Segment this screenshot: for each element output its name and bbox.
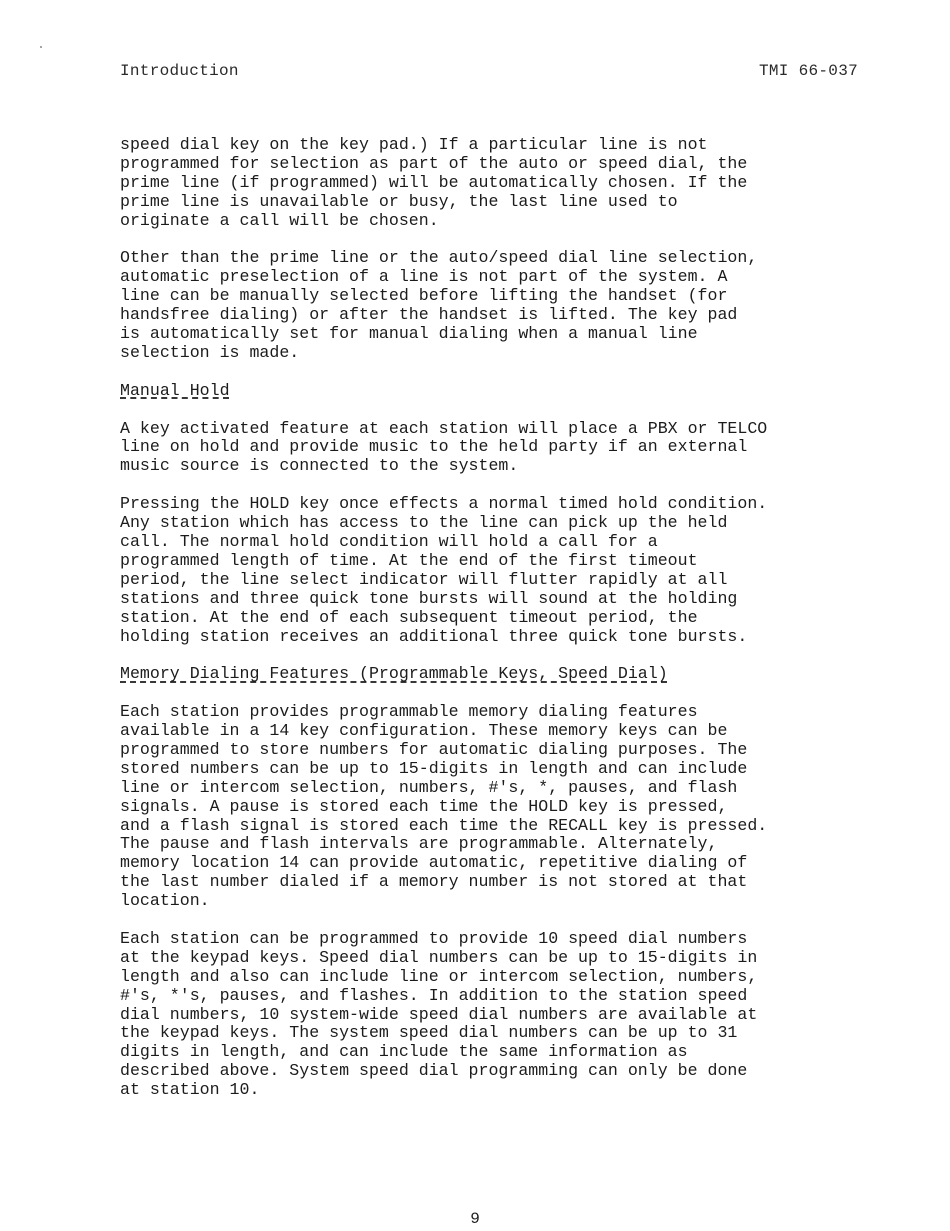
body-text xyxy=(120,136,860,1119)
running-header-doc-id: TMI 66-037 xyxy=(758,62,858,80)
paragraph-hold-feature: A key activated feature at each station will place a PBX or TELCO line on hold and provide music to the held party if an external music source is connected to the system. xyxy=(120,418,768,476)
heading-manual-hold: Manual Hold xyxy=(120,380,230,400)
paragraph-speed-dial-line: speed dial key on the key pad.) If a particular line is not programmed for selection as part of the auto or speed dial, the prime line (if programmed) will be automatically chosen. If the prime line is unavailable or busy, the last line used to originate a call will be chosen. xyxy=(120,135,748,230)
paragraph-line-preselection: Other than the prime line or the auto/speed dial line selection, automatic preselection of a line is not part of the system. A line can be manually selected before lifting the handset (for handsfree dialing) or after the handset is lifted. The key pad is automatically set for manual dialing when a manual line selection is made. xyxy=(120,248,758,362)
paragraph-hold-timing: Pressing the HOLD key once effects a normal timed hold condition. Any station which has access to the line can pick up the held call. The normal hold condition will hold a call for a programmed length of time. At the end of the first timeout period, the line select indicator will flutter rapidly at all stations and three quick tone bursts will sound at the holding station. At the end of each subsequent timeout period, the holding station receives an additional three quick tone bursts. xyxy=(120,494,768,646)
heading-memory-dialing: Memory Dialing Features (Programmable Keys, Speed Dial) xyxy=(120,664,668,684)
running-header-section: Introduction xyxy=(120,62,239,80)
paragraph-speed-dial-numbers: Each station can be programmed to provide 10 speed dial numbers at the keypad keys. Speed dial numbers can be up to 15-digits in length and also can include line or intercom selection, numbers, #'s, *'s, pauses, and flashes. In addition to the station speed dial numbers, 10 system-wide speed dial numbers are available at the keypad keys. The system speed dial numbers can be up to 31 digits in length, and can include the same information as described above. System speed dial programming can only be done at station 10. xyxy=(120,928,758,1100)
scan-speck xyxy=(40,46,42,48)
paragraph-memory-keys: Each station provides programmable memory dialing features available in a 14 key configuration. These memory keys can be programmed to store numbers for automatic dialing purposes. The stored numbers can be up to 15-digits in length and can include line or intercom selection, numbers, #'s, *, pauses, and flash signals. A pause is stored each time the HOLD key is pressed, and a flash signal is stored each time the RECALL key is pressed. The pause and flash intervals are programmable. Alternately, memory location 14 can provide automatic, repetitive dialing of the last number dialed if a memory number is not stored at that location. xyxy=(120,702,768,911)
page-number: 9 xyxy=(470,1210,480,1228)
